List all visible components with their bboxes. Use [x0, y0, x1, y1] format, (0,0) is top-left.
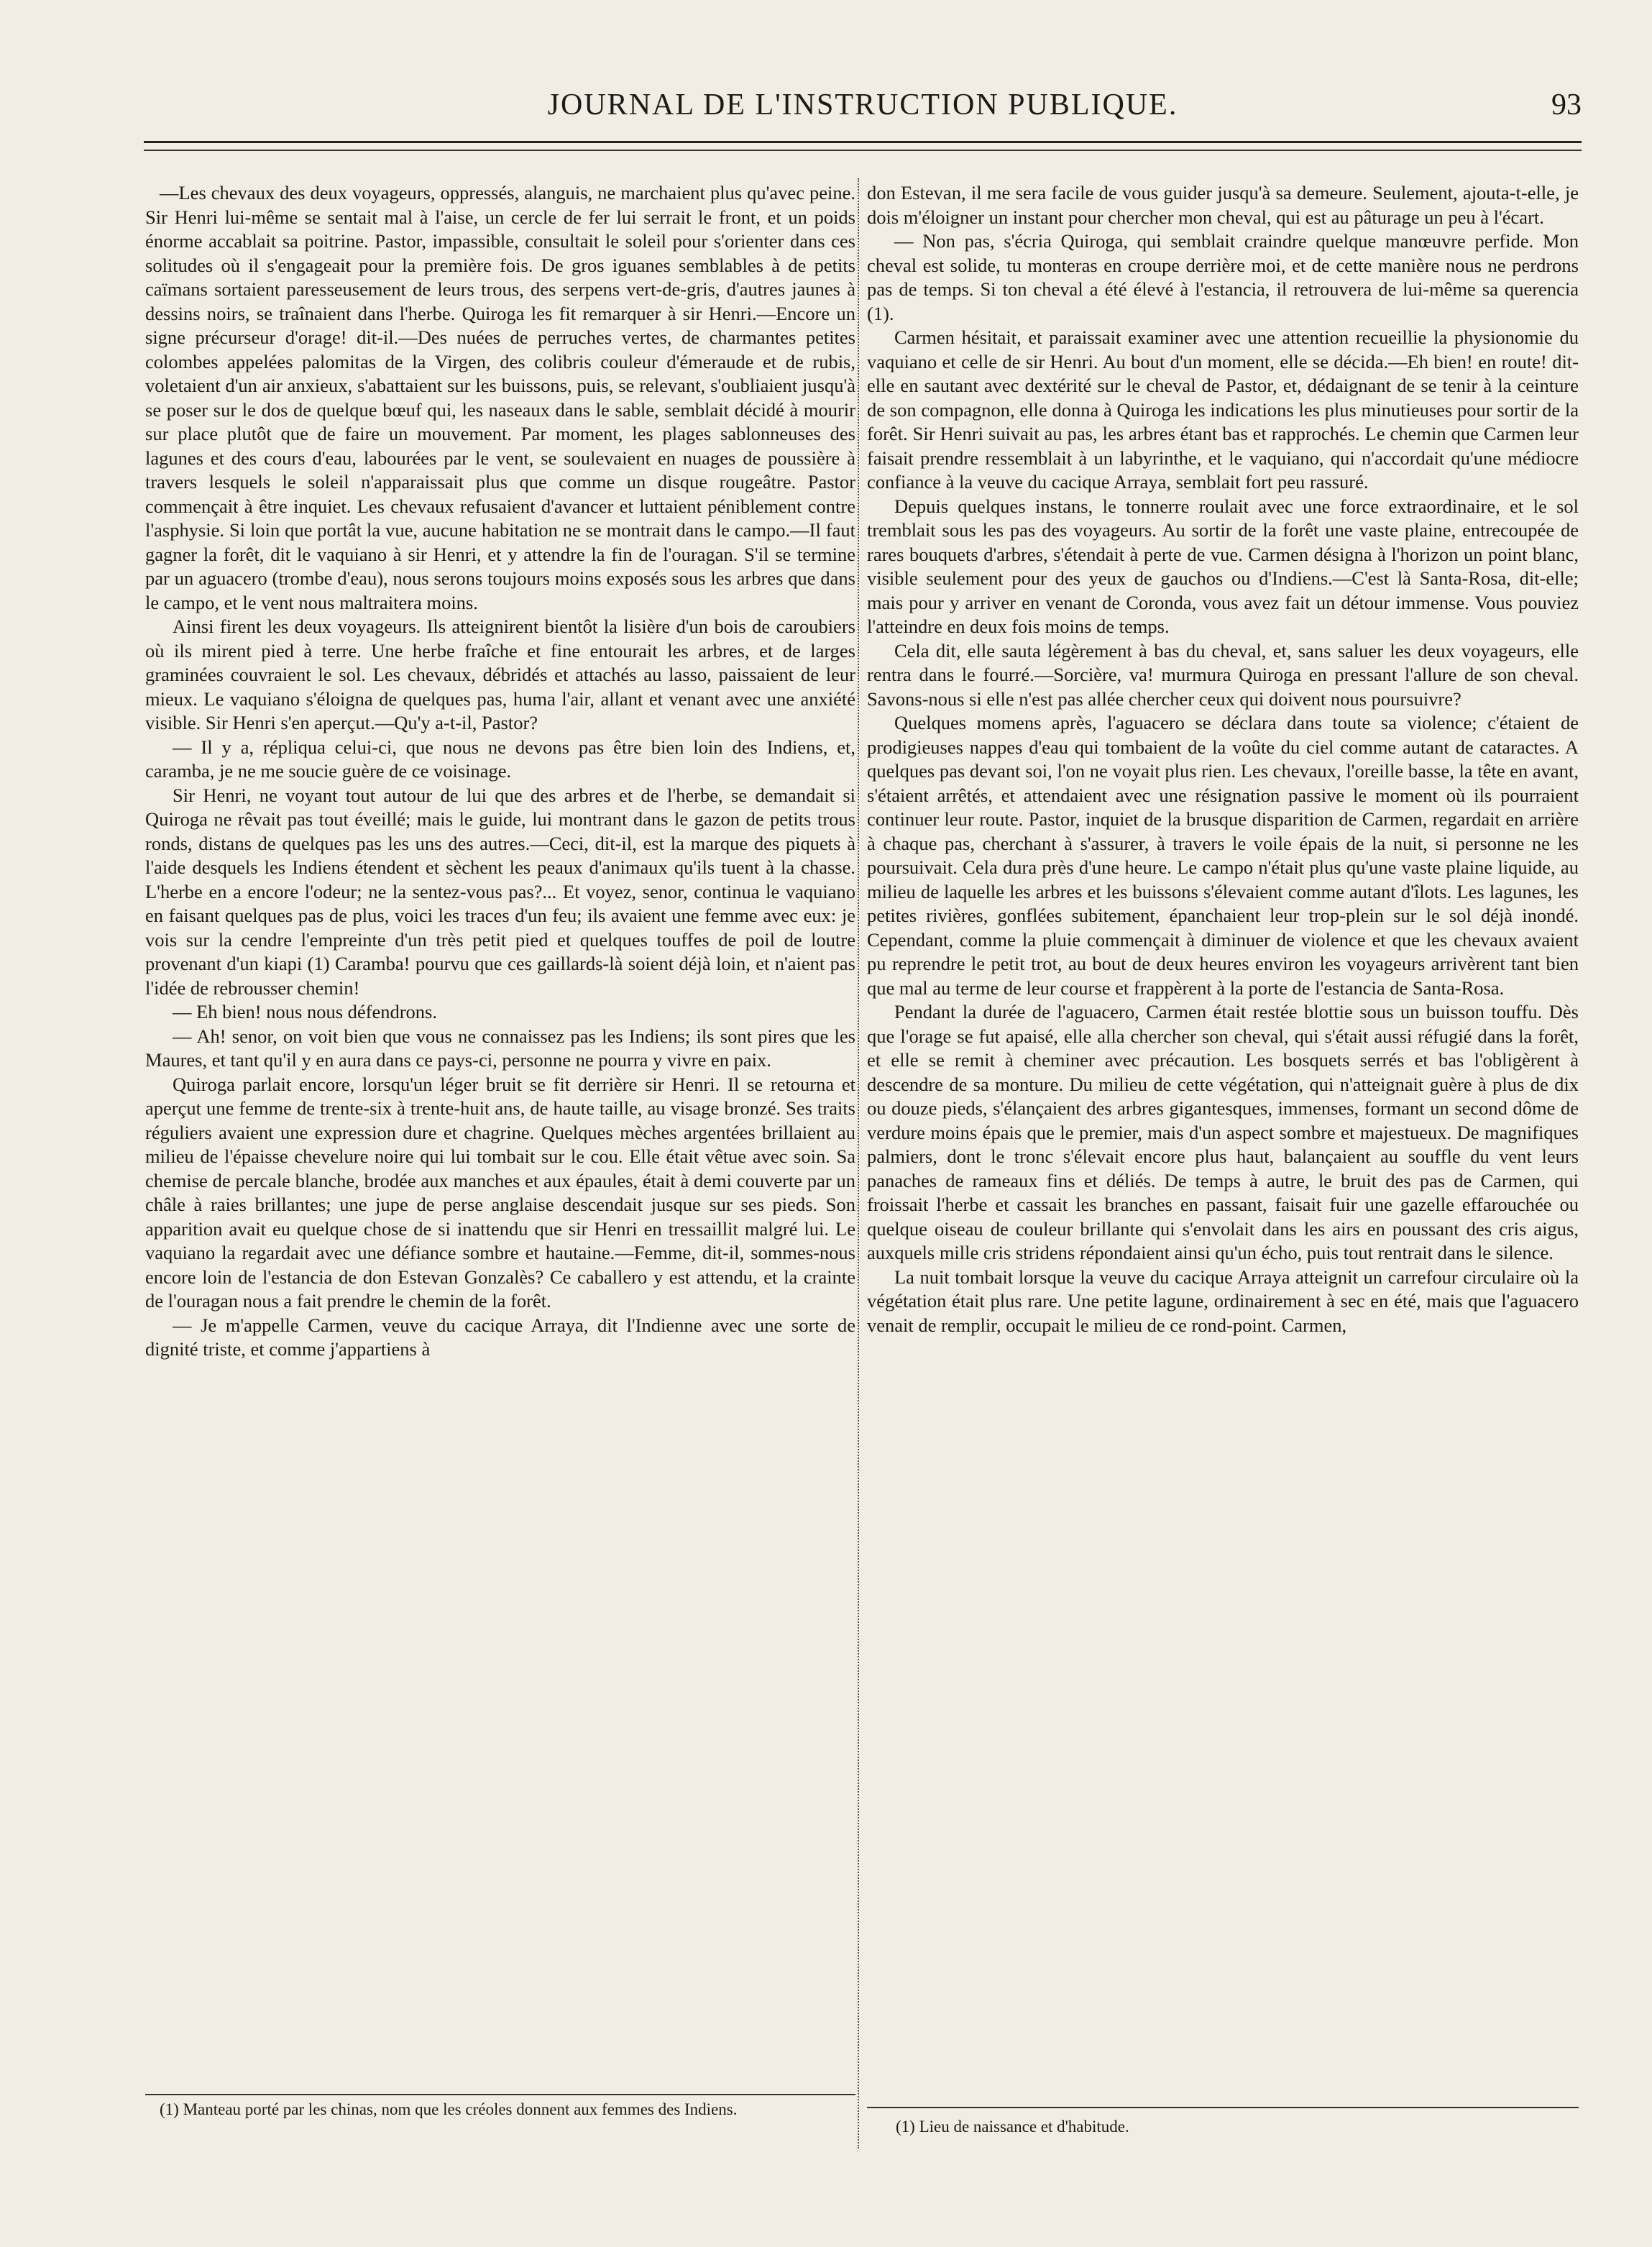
footnote-rule-right: [867, 2107, 1579, 2108]
paragraph: don Estevan, il me sera facile de vous guider jusqu'à sa demeure. Seulement, ajouta-t-elle, je dois m'éloigner un instant pour chercher mon cheval, qui est au pâturage un peu à l'écart.: [867, 182, 1579, 228]
paragraph: — Ah! senor, on voit bien que vous ne connaissez pas les Indiens; ils sont pires que les Maures, et tant qu'il y en aura dans ce pays-ci, personne ne pourra y vivre en paix.: [145, 1025, 855, 1071]
page-number: 93: [1551, 88, 1582, 122]
paragraph: Cela dit, elle sauta légèrement à bas du cheval, et, sans saluer les deux voyageurs, elle rentra dans le fourré.—Sorcière, va! murmura Quiroga en pressant l'allure de son cheval. Savons-nous si elle n'est pas allée chercher ceux qui doivent nous poursuivre?: [867, 639, 1579, 710]
paragraph: Quelques momens après, l'aguacero se déclara dans toute sa violence; c'étaient de prodigieuses nappes d'eau qui tombaient de la voûte du ciel comme autant de cataractes. A quelques pas devant soi, l'on ne voyait plus rien. Les chevaux, l'oreille basse, la tête en avant, s'étaient arrêtés, et attendaient avec une résignation passive le moment où ils pourraient continuer leur route. Pastor, inquiet de la brusque disparition de Carmen, regardait en arrière à chaque pas, cherchant à s'assurer, à travers le voile épais de la nuit, si personne ne les poursuivait. Cela dura près d'une heure. Le campo n'était plus qu'une vaste plaine liquide, au milieu de laquelle les arbres et les buissons s'élevaient comme autant d'îlots. Les lagunes, les petites rivières, gonflées subitement, épanchaient leur trop-plein sur le sol déjà inondé. Cependant, comme la pluie commençait à diminuer de violence et que les chevaux avaient pu reprendre le petit trot, au bout de deux heures environ les voyageurs arrivèrent tant bien que mal au terme de leur course et frappèrent à la porte de l'estancia de Santa-Rosa.: [867, 712, 1579, 999]
header-rule-bottom: [144, 150, 1582, 151]
header-rule-top: [144, 141, 1582, 143]
column-divider: [858, 178, 859, 2148]
footnote-right: (1) Lieu de naissance et d'habitude.: [896, 2118, 1129, 2136]
paragraph: Quiroga parlait encore, lorsqu'un léger bruit se fit derrière sir Henri. Il se retourna et aperçut une femme de trente-six à trente-huit ans, de haute taille, au visage bronzé. Ses traits réguliers avaient une expression dure et chagrine. Quelques mèches argentées brillaient au milieu de l'épaisse chevelure noire qui lui tombait sur le cou. Elle était vêtue avec soin. Sa chemise de percale blanche, brodée aux manches et aux épaules, était à demi couverte par un châle à raies brillantes; une jupe de perse anglaise descendait jusque sur ses pieds. Son apparition avait eu quelque chose de si inattendu que sir Henri en tressaillit malgré lui. Le vaquiano la regardait avec une défiance sombre et hautaine.—Femme, dit-il, sommes-nous encore loin de l'estancia de don Estevan Gonzalès? Ce caballero y est attendu, et la crainte de l'ouragan nous a fait prendre le chemin de la forêt.: [145, 1073, 855, 1312]
paragraph: Pendant la durée de l'aguacero, Carmen était restée blottie sous un buisson touffu. Dès que l'orage se fut apaisé, elle alla chercher son cheval, qui s'était aussi réfugié dans la forêt, et elle se remit à cheminer avec précaution. Les bosquets serrés et bas l'obligèrent à descendre de sa monture. Du milieu de cette végétation, qui n'atteignait guère à plus de dix ou douze pieds, s'élançaient des arbres gigantesques, immenses, formant un second dôme de verdure moins épais que le premier, mais d'un aspect sombre et majestueux. De magnifiques palmiers, dont le tronc s'élevait encore plus haut, balançaient au souffle du vent leurs panaches de rameaux fins et déliés. De temps à autre, le bruit des pas de Carmen, qui froissait l'herbe et cassait les branches en passant, faisait fuir une gazelle effarouchée ou quelque oiseau de couleur brillante qui s'envolait dans les airs en poussant des cris aigus, auxquels mille cris stridens répondaient ainsi qu'un écho, puis tout rentrait dans le silence.: [867, 1001, 1579, 1263]
paragraph: — Non pas, s'écria Quiroga, qui semblait craindre quelque manœuvre perfide. Mon cheval est solide, tu monteras en croupe derrière moi, et de cette manière nous ne perdrons pas de temps. Si ton cheval a été élevé à l'estancia, il retrouvera de lui-même sa querencia (1).: [867, 230, 1579, 324]
paragraph: —Les chevaux des deux voyageurs, oppressés, alanguis, ne marchaient plus qu'avec peine. Sir Henri lui-même se sentait mal à l'aise, un cercle de fer lui serrait le front, et un poids énorme accablait sa poitrine. Pastor, impassible, consultait le soleil pour s'orienter dans ces solitudes où il s'engageait pour la première fois. De gros iguanes semblables à de petits caïmans sortaient paresseusement de leurs trous, des serpens vert-de-gris, d'autres jaunes à dessins noirs, se traînaient dans l'herbe. Quiroga les fit remarquer à sir Henri.—Encore un signe précurseur d'orage! dit-il.—Des nuées de perruches vertes, de charmantes petites colombes appelées palomitas de la Virgen, des colibris couleur d'émeraude et de rubis, voletaient d'un air anxieux, s'abattaient sur les buissons, puis, se relevant, s'oubliaient jusqu'à se poser sur le dos de quelque bœuf qui, les naseaux dans le sable, semblait décidé à mourir sur place plutôt que de faire un mouvement. Par moment, les plages sablonneuses des lagunes et des cours d'eau, labourées par le vent, se soulevaient en nuages de poussière à travers lesquels le soleil n'apparaissait plus que comme un disque rougeâtre. Pastor commençait à être inquiet. Les chevaux refusaient d'avancer et luttaient péniblement contre l'asphysie. Si loin que portât la vue, aucune habitation ne se montrait dans le campo.—Il faut gagner la forêt, dit le vaquiano à sir Henri, et y attendre la fin de l'ouragan. S'il se termine par un aguacero (trombe d'eau), nous serons toujours moins exposés sous les arbres que dans le campo, et le vent nous maltraitera moins.: [145, 182, 855, 613]
paragraph: — Je m'appelle Carmen, veuve du cacique Arraya, dit l'Indienne avec une sorte de dignité triste, et comme j'appartiens à: [145, 1314, 855, 1360]
paragraph: Ainsi firent les deux voyageurs. Ils atteignirent bientôt la lisière d'un bois de caroubiers où ils mirent pied à terre. Une herbe fraîche et fine entourait les arbres, et de larges graminées couvraient le sol. Les chevaux, débridés et attachés au lasso, paissaient de leur mieux. Le vaquiano s'éloigna de quelques pas, huma l'air, allant et venant avec une anxiété visible. Sir Henri s'en aperçut.—Qu'y a-t-il, Pastor?: [145, 615, 855, 733]
paragraph: — Eh bien! nous nous défendrons.: [173, 1001, 437, 1022]
paragraph: — Il y a, répliqua celui-ci, que nous ne devons pas être bien loin des Indiens, et, caramba, je ne me soucie guère de ce voisinage.: [145, 736, 855, 782]
paragraph: La nuit tombait lorsque la veuve du cacique Arraya atteignit un carrefour circulaire où la végétation était plus rare. Une petite lagune, ordinairement à sec en été, mais que l'aguacero venait de remplir, occupait le milieu de ce rond-point. Carmen,: [867, 1266, 1579, 1336]
footnote-left: (1) Manteau porté par les chinas, nom que les créoles donnent aux femmes des Indiens.: [160, 2100, 738, 2118]
footnote-rule-left: [145, 2094, 855, 2095]
page-header: [144, 85, 1582, 135]
paragraph: Sir Henri, ne voyant tout autour de lui que des arbres et de l'herbe, se demandait si Quiroga ne rêvait pas tout éveillé; mais le guide, lui montrant dans le gazon de petits trous ronds, distans de quelques pas les uns des autres.—Ceci, dit-il, est la marque des piquets à l'aide desquels les Indiens étendent et sèchent les peaux d'animaux qu'ils tuent à la chasse. L'herbe en a encore l'odeur; ne la sentez-vous pas?... Et voyez, senor, continua le vaquiano en faisant quelques pas de plus, voici les traces d'un feu; ils avaient une femme avec eux: je vois sur la cendre l'empreinte d'un très petit pied et quelques touffes de poil de loutre provenant d'un kiapi (1) Caramba! pourvu que ces gaillards-là soient déjà loin, et n'aient pas l'idée de rebrousser chemin!: [145, 784, 855, 999]
left-column: [145, 181, 855, 1362]
journal-title: JOURNAL DE L'INSTRUCTION PUBLIQUE.: [547, 88, 1178, 122]
right-column: [867, 181, 1579, 1337]
paragraph: Depuis quelques instans, le tonnerre roulait avec une force extraordinaire, et le sol tremblait sous les pas des voyageurs. Au sortir de la forêt une vaste plaine, entrecoupée de rares bouquets d'arbres, s'étendait à perte de vue. Carmen désigna à l'horizon un point blanc, visible seulement pour des yeux de gauchos ou d'Indiens.—C'est là Santa-Rosa, dit-elle; mais pour y arriver en venant de Coronda, vous avez fait un détour immense. Vous pouviez l'atteindre en deux fois moins de temps.: [867, 495, 1579, 637]
paragraph: Carmen hésitait, et paraissait examiner avec une attention recueillie la physionomie du vaquiano et celle de sir Henri. Au bout d'un moment, elle se décida.—Eh bien! en route! dit-elle en sautant avec dextérité sur le cheval de Pastor, et, dédaignant de se tenir à la ceinture de son compagnon, elle donna à Quiroga les indications les plus minutieuses pour sortir de la forêt. Sir Henri suivait au pas, les arbres étant bas et rapprochés. Le chemin que Carmen leur faisait prendre ressemblait à un labyrinthe, et le vaquiano, qui n'accordait qu'une médiocre confiance à la veuve du cacique Arraya, semblait fort peu rassuré.: [867, 326, 1579, 493]
